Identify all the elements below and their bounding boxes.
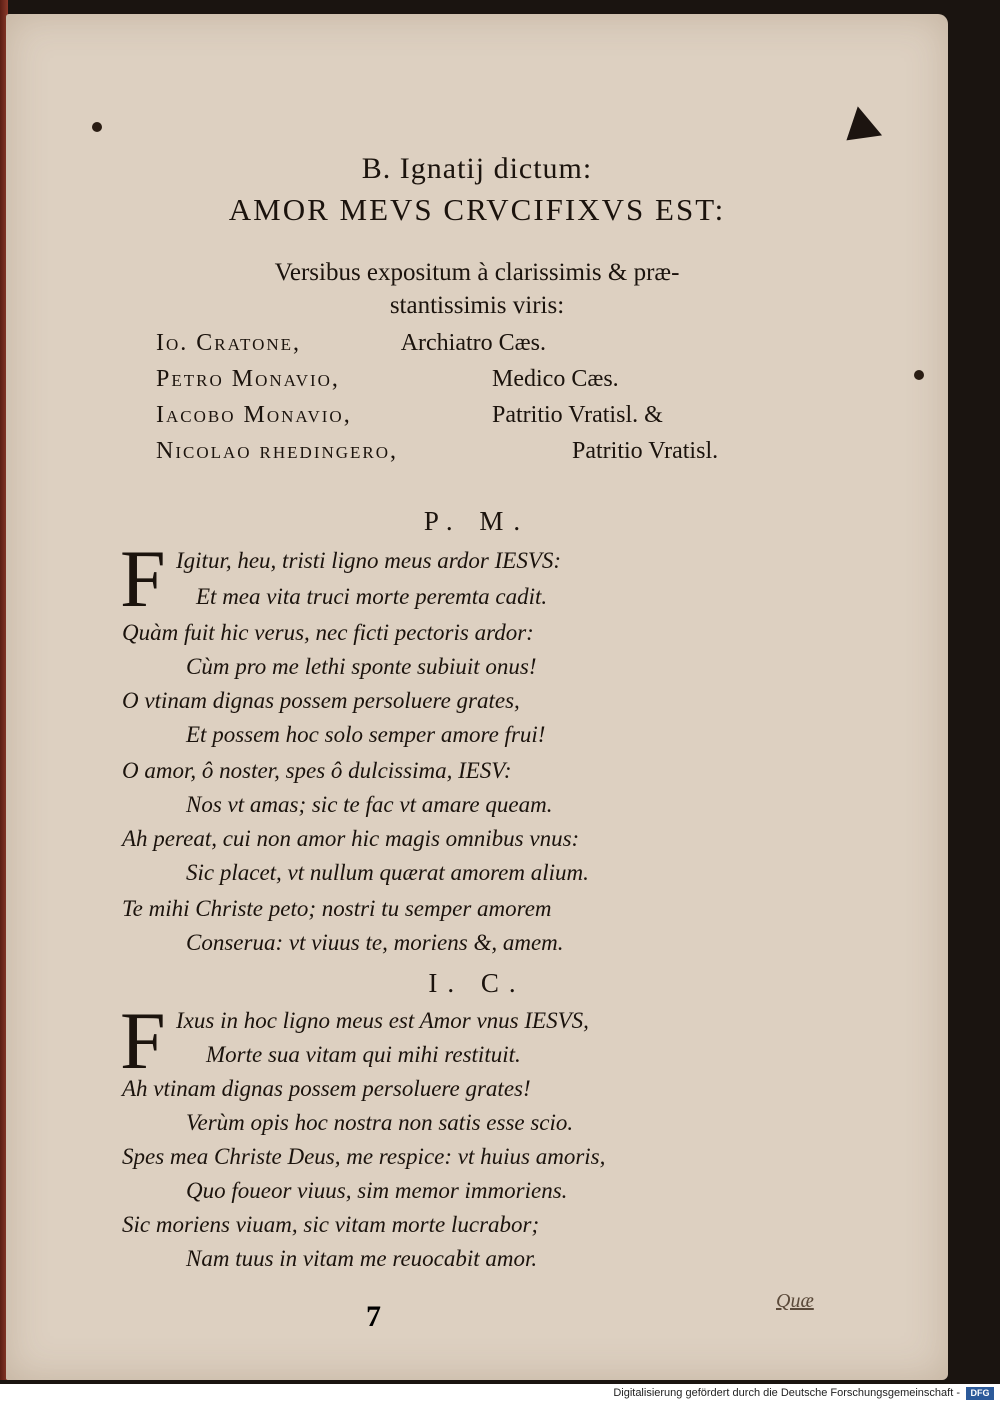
verse-line: Ixus in hoc ligno meus est Amor vnus IESVS,	[176, 1008, 589, 1033]
dedication-name: Io. Cratone,	[156, 330, 302, 356]
verse-line: Igitur, heu, tristi ligno meus ardor IESVS:	[176, 548, 562, 573]
verse-line: Verùm opis hoc nostra non satis esse scio.	[186, 1110, 574, 1135]
ink-spot	[914, 370, 924, 380]
poem-author-initials: I. C.	[428, 968, 526, 998]
heading-subtitle	[6, 256, 948, 322]
verse-line: Quo foueor viuus, sim memor immoriens.	[186, 1178, 568, 1203]
heading-subtitle-line2: stantissimis viris:	[389, 292, 565, 319]
verse-line: Et mea vita truci morte peremta cadit.	[196, 584, 548, 609]
book-page	[6, 14, 948, 1380]
poem-author-initials: P. M.	[423, 506, 531, 536]
footer-bar	[0, 1384, 1000, 1404]
verse-line: Sic placet, vt nullum quærat amorem alium.	[186, 860, 589, 885]
heading-dictum: B. Ignatij dictum:	[361, 152, 593, 185]
verse-line: O vtinam dignas possem persoluere grates,	[122, 688, 520, 713]
verse-line: Spes mea Christe Deus, me respice: vt huius amoris,	[122, 1144, 606, 1169]
dedication-name: Petro Monavio,	[156, 366, 340, 392]
verse-line: Morte sua vitam qui mihi restituit.	[206, 1042, 521, 1067]
signature-mark: 7	[366, 1300, 385, 1333]
verse-line: Cùm pro me lethi sponte subiuit onus!	[186, 654, 537, 679]
verse-line: Quàm fuit hic verus, nec ficti pectoris ardor:	[122, 620, 534, 645]
dedication-line	[156, 438, 718, 465]
dedication-name: Iacobo Monavio,	[156, 402, 352, 428]
drop-cap-initial: F	[120, 533, 166, 624]
verse-line: Et possem hoc solo semper amore frui!	[186, 722, 546, 747]
dedication-role: Archiatro Cæs.	[400, 330, 546, 356]
dedication-line	[156, 402, 663, 429]
catchword: Quæ	[776, 1290, 814, 1312]
verse-line: Sic moriens viuam, sic vitam morte lucrabor;	[122, 1212, 540, 1237]
verse-line: Te mihi Christe peto; nostri tu semper amorem	[122, 896, 552, 921]
verse-line: Ah vtinam dignas possem persoluere grates!	[122, 1076, 531, 1101]
ink-spot	[92, 122, 102, 132]
verse-line: Ah pereat, cui non amor hic magis omnibus vnus:	[122, 826, 580, 851]
dedication-role: Patritio Vratisl.	[572, 438, 719, 464]
verse-line: Nam tuus in vitam me reuocabit amor.	[186, 1246, 538, 1271]
dfg-logo: DFG	[966, 1387, 994, 1400]
footer-credit: Digitalisierung gefördert durch die Deutsche Forschungsgemeinschaft -	[613, 1387, 960, 1399]
drop-cap-initial: F	[120, 995, 166, 1086]
dedication-name: Nicolao rhedingero,	[156, 438, 399, 464]
page-corner-ornament	[842, 104, 882, 141]
verse-line: O amor, ô noster, spes ô dulcissima, IESV:	[122, 758, 512, 783]
heading-motto: AMOR MEVS CRVCIFIXVS EST:	[228, 192, 726, 227]
verse-line: Conserua: vt viuus te, moriens &, amem.	[186, 930, 564, 955]
verse-line: Nos vt amas; sic te fac vt amare queam.	[186, 792, 553, 817]
dedication-line	[156, 366, 619, 393]
heading-subtitle-line1: Versibus expositum à clarissimis & præ-	[274, 259, 680, 286]
dedication-role: Patritio Vratisl. &	[492, 402, 663, 428]
dedication-role: Medico Cæs.	[492, 366, 619, 392]
dedication-line	[156, 330, 546, 357]
